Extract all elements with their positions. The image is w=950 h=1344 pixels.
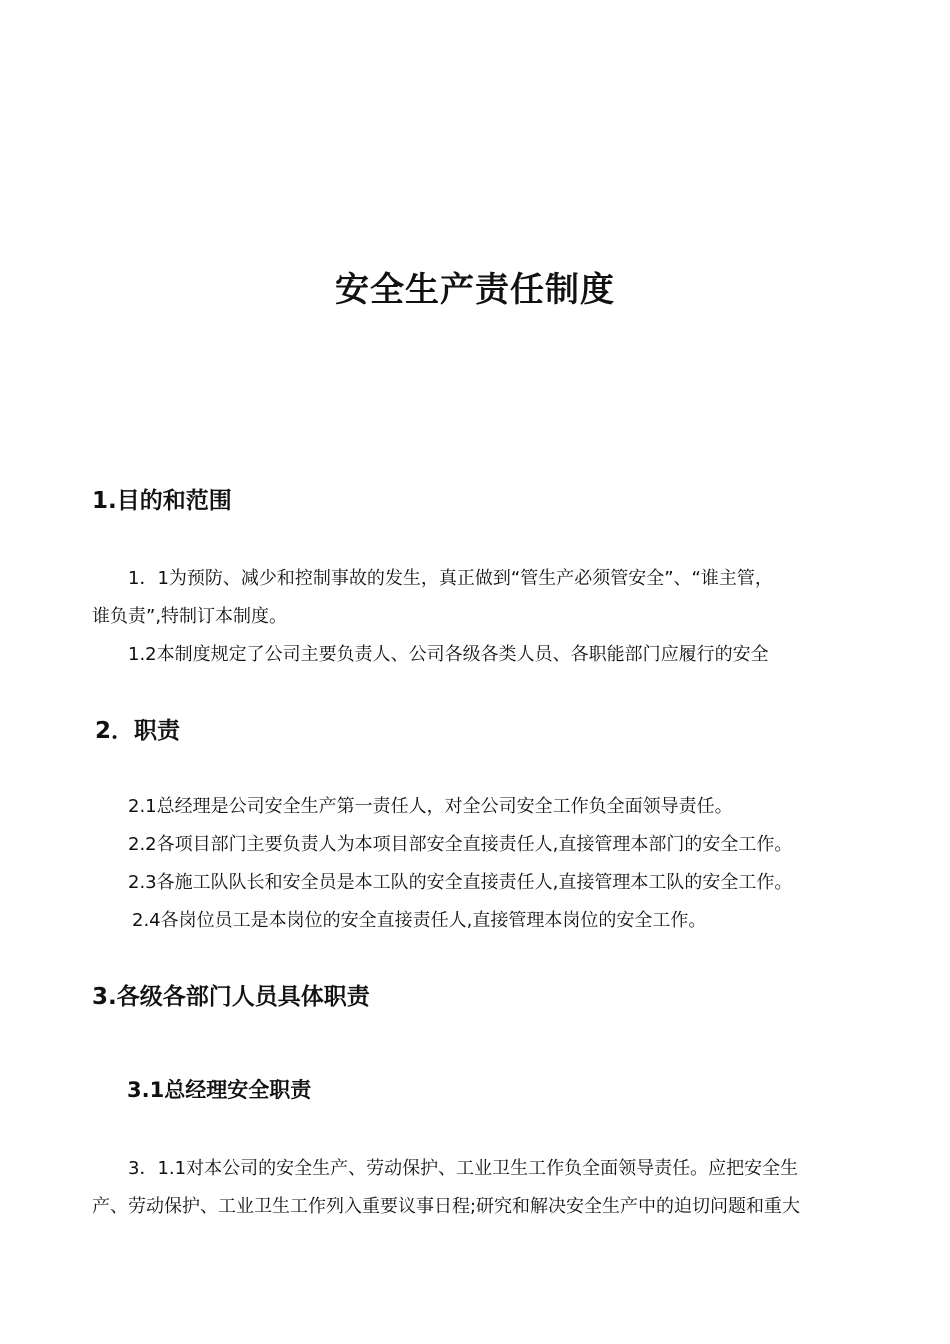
section-1-heading: 1.目的和范围 [92,488,232,514]
section-1-paragraph-1-line-1: 1．1为预防、减少和控制事故的发生，真正做到“管生产必须管安全”、“谁主管， [128,568,773,589]
section-2-item: 2.1总经理是公司安全生产第一责任人，对全公司安全工作负全面领导责任。 [128,796,733,817]
section-2-item: 2.2各项目部门主要负责人为本项目部安全直接责任人,直接管理本部门的安全工作。 [128,834,793,855]
section-2-item: 2.3各施工队队长和安全员是本工队的安全直接责任人,直接管理本工队的安全工作。 [128,872,793,893]
section-2-heading: 2．职责 [95,718,181,744]
section-3-1-paragraph-line-1: 3．1.1对本公司的安全生产、劳动保护、工业卫生工作负全面领导责任。应把安全生 [128,1158,799,1179]
document-title: 安全生产责任制度 [335,270,615,310]
section-3-1-paragraph-line-2: 产、劳动保护、工业卫生工作列入重要议事日程;研究和解决安全生产中的迫切问题和重大 [92,1196,801,1217]
section-3-1-heading: 3.1总经理安全职责 [127,1078,312,1102]
section-3-heading: 3.各级各部门人员具体职责 [92,984,370,1010]
section-1-paragraph-1-line-2: 谁负责”,特制订本制度。 [92,606,288,627]
section-2-item: 2.4各岗位员工是本岗位的安全直接责任人,直接管理本岗位的安全工作。 [132,910,707,931]
section-1-paragraph-2: 1.2本制度规定了公司主要负责人、公司各级各类人员、各职能部门应履行的安全 [128,644,769,665]
